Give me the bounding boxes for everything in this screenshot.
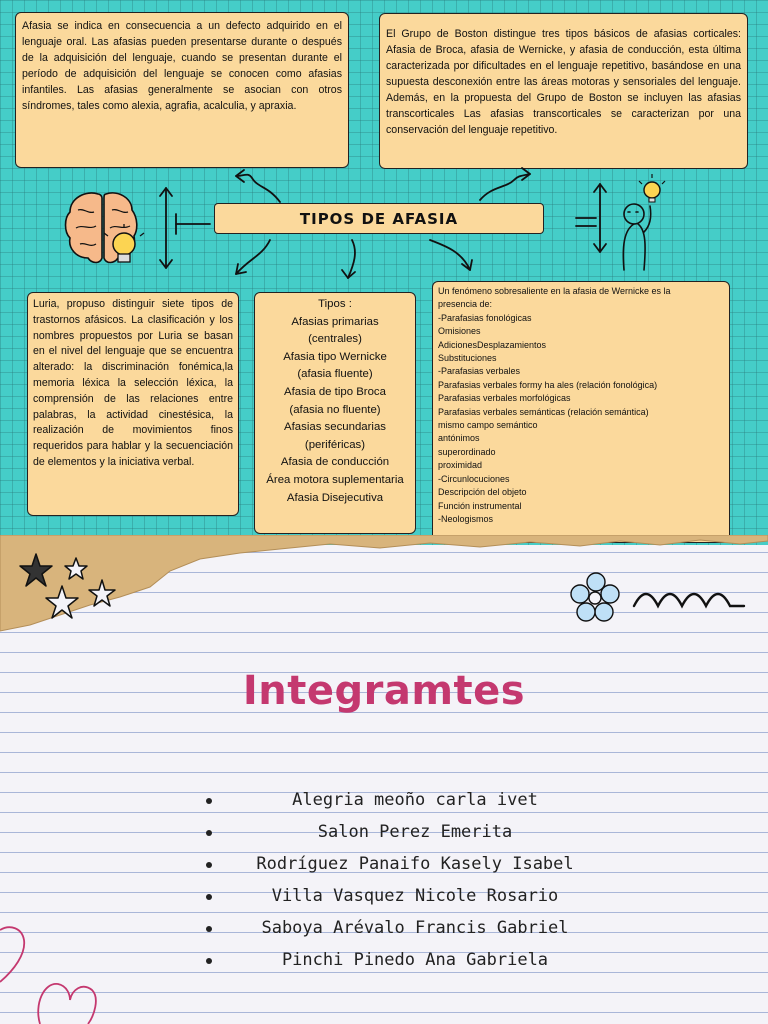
wernicke-line: proximidad — [438, 460, 483, 471]
luria-text: Luria, propuso distinguir siete tipos de trastornos afásicos. La clasificación y los nombres propuestos por Luria se basan en el nivel del lenguaje que se encuentra alterado: la discriminación fonémica,la memoria léxica la selección léxica, la comprensión de las relaciones entre palabras, la actividad cinestésica, la realización de movimientos finos requeridos para hablar y la secuenciación de elementos y la iniciativa verbal. — [33, 298, 233, 468]
bullet — [206, 830, 212, 836]
wernicke-line: -Neologismos — [438, 513, 494, 524]
squiggle-icon — [632, 588, 746, 612]
types-line: (centrales) — [308, 333, 362, 346]
list-item — [200, 880, 600, 912]
types-line: Afasia de tipo Broca — [284, 385, 386, 398]
wernicke-line: antónimos — [438, 433, 480, 444]
member-name: Alegria meoño carla ivet — [292, 790, 538, 810]
wernicke-line: Parafasias verbales formy ha ales (relación fonológica) — [438, 379, 658, 390]
types-line: Tipos : — [318, 298, 352, 310]
types-line: (afasia fluente) — [297, 368, 373, 381]
wernicke-line: superordinado — [438, 446, 496, 457]
members-title: Integramtes — [242, 668, 526, 714]
star-icon — [20, 550, 130, 626]
types-line: Afasia de conducción — [280, 456, 390, 469]
wernicke-line: Omisiones — [438, 326, 481, 337]
wernicke-line: Parafasias verbales semánticas (relación semántica) — [438, 406, 649, 417]
list-item — [200, 816, 600, 848]
bullet — [206, 926, 212, 932]
bullet — [206, 894, 212, 900]
wernicke-line: AdicionesDesplazamientos — [438, 339, 547, 350]
member-name: Saboya Arévalo Francis Gabriel — [261, 918, 569, 938]
member-name: Rodríguez Panaifo Kasely Isabel — [256, 854, 574, 874]
bullet — [206, 798, 212, 804]
heart-icon — [0, 920, 100, 1024]
wernicke-line: -Parafasias verbales — [438, 366, 521, 377]
list-item — [200, 848, 600, 880]
wernicke-line: Substituciones — [438, 353, 497, 364]
types-line: Afasias primarias — [291, 315, 379, 328]
types-line: Afasia Disejecutiva — [286, 491, 384, 504]
wernicke-line: mismo campo semántico — [438, 420, 538, 431]
flower-icon — [566, 570, 626, 626]
list-item — [200, 784, 600, 816]
wernicke-line: Función instrumental — [438, 500, 522, 511]
wernicke-line: -Circunlocuciones — [438, 473, 510, 484]
main-title: TIPOS DE AFASIA — [299, 209, 459, 228]
wernicke-line: presencia de: — [438, 299, 493, 310]
members-list — [200, 784, 600, 976]
definition-text: Afasia se indica en consecuencia a un defecto adquirido en el lenguaje oral. Las afasias pueden presentarse durante o después de la adquisición del lenguaje, cuando se presentan durante el período de adquisición del lenguaje se conocen como afasias infantiles. Las afasias generalmente se asocian con otros síndromes, tales como alexia, agrafia, acalculia, y apraxia. — [22, 20, 342, 112]
wernicke-line: Parafasias verbales morfológicas — [438, 393, 571, 404]
member-name: Villa Vasquez Nicole Rosario — [271, 886, 559, 906]
member-name: Salon Perez Emerita — [317, 822, 513, 842]
bullet — [206, 862, 212, 868]
types-line: (afasia no fluente) — [289, 403, 381, 416]
types-line: Afasia tipo Wernicke — [283, 350, 387, 363]
boston-group-text: El Grupo de Boston distingue tres tipos básicos de afasias corticales: Afasia de Broca, afasia de Wernicke, y afasia de conducción, esta última caracterizada por dificultades en el lenguaje repetitivo, basándose en una supuesta desconexión entre las áreas motoras y sensoriales del lenguaje. Además, en la propuesta del Grupo de Boston se incluyen las afasias transcorticales Las afasias transcorticales se caracterizan por una conservación del lenguaje repetitivo. — [386, 28, 741, 136]
types-line: Área motora suplementaria — [266, 473, 404, 486]
types-line: (periféricas) — [304, 438, 366, 451]
list-item — [200, 912, 600, 944]
wernicke-line: Descripción del objeto — [438, 487, 527, 498]
list-item — [200, 944, 600, 976]
bullet — [206, 958, 212, 964]
member-name: Pinchi Pinedo Ana Gabriela — [281, 950, 549, 970]
lightbulb-icon — [104, 226, 144, 274]
types-line: Afasias secundarias — [284, 421, 386, 434]
wernicke-line: Un fenómeno sobresaliente en la afasia de Wernicke es la — [438, 286, 671, 296]
thinking-person-icon — [614, 176, 674, 272]
wernicke-line: -Parafasias fonológicas — [438, 312, 532, 323]
